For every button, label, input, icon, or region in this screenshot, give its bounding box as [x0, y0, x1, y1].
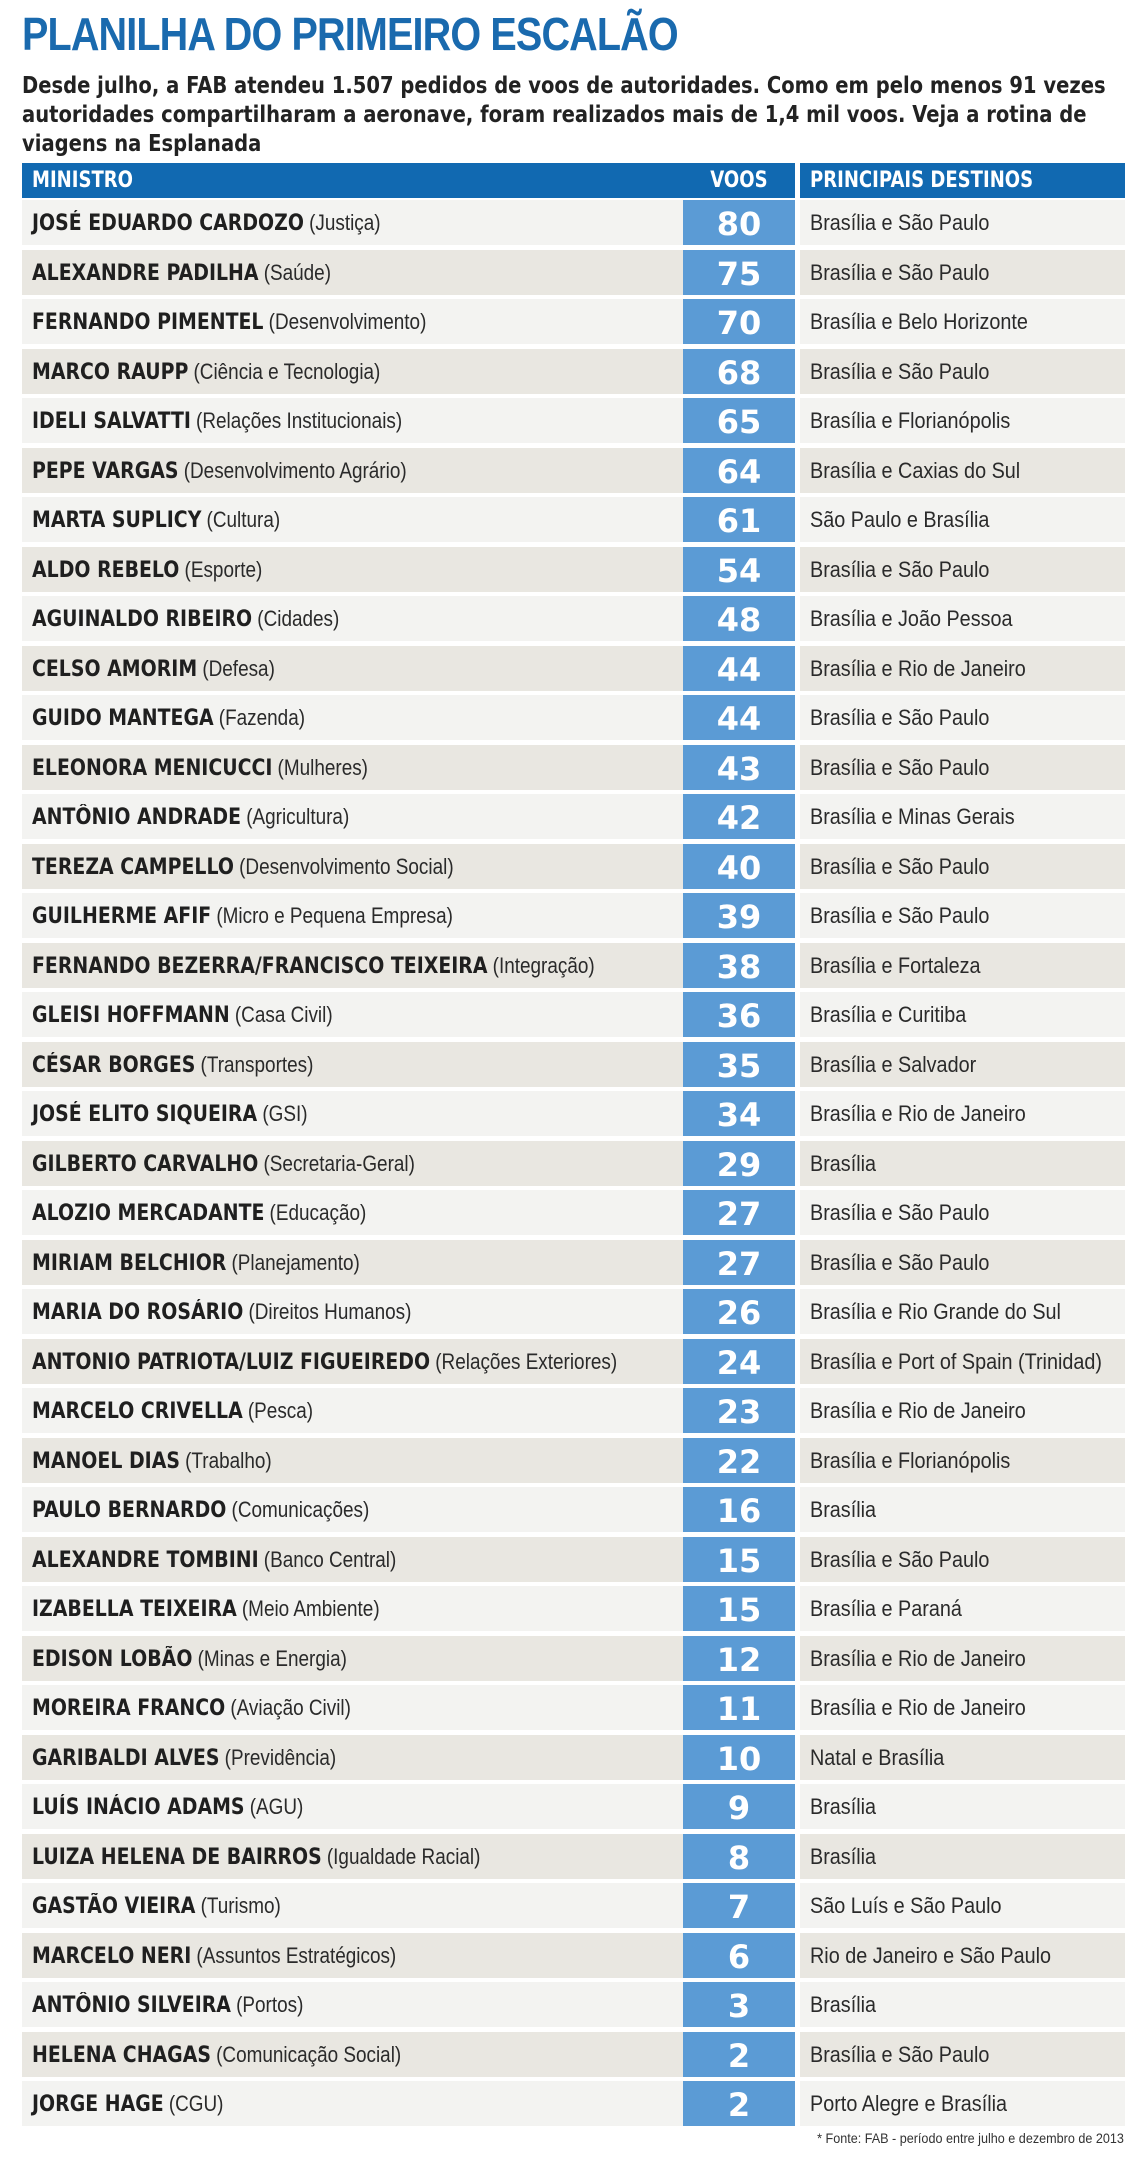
- minister-cell: [22, 547, 689, 592]
- destinations-cell: [800, 1438, 1125, 1483]
- table-row: [22, 1287, 1125, 1337]
- destinations-cell: [800, 1586, 1125, 1631]
- minister-cell: [22, 448, 689, 493]
- flights-count: 40: [683, 844, 795, 889]
- minister-name: ALEXANDRE PADILHA: [32, 260, 259, 286]
- flights-count: 9: [683, 1784, 795, 1829]
- destinations-text: Brasília e Rio de Janeiro: [810, 655, 1026, 681]
- flights-count: 15: [683, 1537, 795, 1582]
- destinations-text: Brasília: [810, 1497, 877, 1522]
- table-row: [22, 248, 1125, 298]
- destinations-cell: [800, 2032, 1125, 2077]
- minister-name: JOSÉ ELITO SIQUEIRA: [32, 1102, 258, 1127]
- ministry-name: (Meio Ambiente): [241, 1596, 380, 1621]
- minister-cell: [22, 1438, 689, 1483]
- ministry-name: (Trabalho): [185, 1447, 272, 1473]
- minister-cell: [22, 1586, 689, 1631]
- minister-cell: [22, 1339, 689, 1384]
- destinations-text: Brasília e São Paulo: [810, 210, 990, 235]
- table-row: [22, 1386, 1125, 1436]
- ministry-name: (Micro e Pequena Empresa): [216, 903, 453, 928]
- destinations-cell: [800, 844, 1125, 889]
- minister-cell: [22, 349, 689, 394]
- minister-cell: [22, 1933, 689, 1978]
- destinations-text: Brasília e Rio de Janeiro: [810, 1645, 1026, 1671]
- destinations-cell: [800, 1735, 1125, 1780]
- table-row: [22, 1337, 1125, 1387]
- destinations-text: Brasília e Florianópolis: [810, 1447, 1011, 1473]
- minister-cell: [22, 1883, 689, 1928]
- flights-count: 70: [683, 299, 795, 344]
- destinations-text: Brasília e João Pessoa: [810, 606, 1013, 631]
- table-row: [22, 2079, 1125, 2129]
- destinations-cell: [800, 943, 1125, 988]
- flights-count: 44: [683, 695, 795, 740]
- flights-count: 48: [683, 596, 795, 641]
- flights-count: 3: [683, 1982, 795, 2027]
- destinations-cell: [800, 1537, 1125, 1582]
- destinations-text: Brasília e Port of Spain (Trinidad): [810, 1348, 1102, 1374]
- destinations-cell: [800, 1042, 1125, 1087]
- ministry-name: (Desenvolvimento Social): [239, 853, 454, 879]
- minister-cell: [22, 250, 689, 295]
- destinations-cell: [800, 448, 1125, 493]
- destinations-text: Brasília e São Paulo: [810, 853, 990, 879]
- destinations-text: Brasília: [810, 1794, 877, 1819]
- flights-count: 2: [683, 2081, 795, 2126]
- table-header: [22, 163, 1125, 198]
- minister-cell: [22, 1042, 689, 1087]
- table-row: [22, 941, 1125, 991]
- destinations-cell: [800, 1883, 1125, 1928]
- destinations-text: Brasília e Rio Grande do Sul: [810, 1299, 1061, 1324]
- destinations-cell: [800, 1636, 1125, 1681]
- destinations-text: Brasília e São Paulo: [810, 705, 990, 730]
- destinations-cell: [800, 646, 1125, 691]
- minister-name: MARCELO NERI: [32, 1943, 192, 1969]
- minister-name: MANOEL DIAS: [32, 1448, 180, 1474]
- flights-count: 61: [683, 497, 795, 542]
- flights-count: 8: [683, 1834, 795, 1879]
- flights-count: 42: [683, 794, 795, 839]
- minister-cell: [22, 893, 689, 938]
- destinations-cell: [800, 745, 1125, 790]
- ministry-name: (Previdência): [224, 1744, 337, 1770]
- ministry-name: (Cultura): [206, 507, 281, 532]
- minister-cell: [22, 844, 689, 889]
- ministry-name: (Turismo): [200, 1893, 281, 1918]
- ministry-name: (Relações Institucionais): [196, 408, 403, 433]
- destinations-text: Natal e Brasília: [810, 1744, 945, 1770]
- ministry-name: (Ciência e Tecnologia): [193, 358, 381, 384]
- ministry-name: (Portos): [236, 1992, 304, 2017]
- destinations-cell: [800, 1141, 1125, 1186]
- table-row: [22, 198, 1125, 248]
- ministry-name: (Saúde): [263, 259, 332, 285]
- minister-name: CELSO AMORIM: [32, 656, 198, 682]
- table-row: [22, 347, 1125, 397]
- minister-name: MARCO RAUPP: [32, 359, 189, 385]
- minister-cell: [22, 1784, 689, 1829]
- minister-cell: [22, 1487, 689, 1532]
- minister-cell: [22, 1141, 689, 1186]
- minister-cell: [22, 398, 689, 443]
- minister-cell: [22, 1240, 689, 1285]
- destinations-text: Brasília e Minas Gerais: [810, 804, 1015, 829]
- minister-name: MOREIRA FRANCO: [32, 1696, 226, 1721]
- table-row: [22, 792, 1125, 842]
- flights-count: 12: [683, 1636, 795, 1681]
- ministry-name: (Relações Exteriores): [435, 1348, 618, 1374]
- minister-name: JOSÉ EDUARDO CARDOZO: [32, 211, 304, 236]
- ministry-name: (GSI): [262, 1101, 308, 1126]
- destinations-text: Brasília: [810, 1150, 877, 1176]
- table-row: [22, 1832, 1125, 1882]
- header-voos: VOOS: [683, 163, 795, 198]
- destinations-text: Brasília e São Paulo: [810, 556, 990, 582]
- flights-count: 54: [683, 547, 795, 592]
- table-row: [22, 990, 1125, 1040]
- ministry-name: (Justiça): [309, 210, 381, 235]
- flights-count: 43: [683, 745, 795, 790]
- destinations-text: Brasília e Salvador: [810, 1051, 977, 1077]
- flights-count: 15: [683, 1586, 795, 1631]
- ministry-name: (Cidades): [257, 606, 340, 631]
- destinations-cell: [800, 596, 1125, 641]
- table-row: [22, 1089, 1125, 1139]
- ministry-name: (Mulheres): [277, 754, 368, 780]
- destinations-text: São Luís e São Paulo: [810, 1893, 1002, 1918]
- minister-name: HELENA CHAGAS: [32, 2042, 211, 2068]
- minister-cell: [22, 1636, 689, 1681]
- minister-name: GILBERTO CARVALHO: [32, 1151, 259, 1177]
- header-destinos: PRINCIPAIS DESTINOS: [800, 163, 1125, 198]
- flights-count: 10: [683, 1735, 795, 1780]
- destinations-text: Brasília e Fortaleza: [810, 952, 981, 978]
- ministry-name: (Agricultura): [246, 804, 350, 829]
- minister-name: GARIBALDI ALVES: [32, 1745, 220, 1771]
- ministry-name: (Comunicação Social): [216, 2041, 402, 2067]
- flights-count: 23: [683, 1388, 795, 1433]
- destinations-cell: [800, 2081, 1125, 2126]
- table-row: [22, 1733, 1125, 1783]
- minister-cell: [22, 1091, 689, 1136]
- table-row: [22, 1881, 1125, 1931]
- table-row: [22, 1535, 1125, 1585]
- destinations-text: Brasília: [810, 1843, 877, 1869]
- table-row: [22, 446, 1125, 496]
- ministry-name: (Fazenda): [218, 705, 306, 730]
- flights-count: 65: [683, 398, 795, 443]
- minister-name: MARIA DO ROSÁRIO: [32, 1300, 244, 1325]
- flights-count: 35: [683, 1042, 795, 1087]
- table-row: [22, 297, 1125, 347]
- minister-name: MARCELO CRIVELLA: [32, 1399, 243, 1424]
- destinations-cell: [800, 1685, 1125, 1730]
- minister-cell: [22, 2081, 689, 2126]
- destinations-cell: [800, 1190, 1125, 1235]
- flights-count: 64: [683, 448, 795, 493]
- destinations-cell: [800, 497, 1125, 542]
- destinations-text: Brasília e Curitiba: [810, 1002, 967, 1027]
- destinations-cell: [800, 1834, 1125, 1879]
- destinations-text: Rio de Janeiro e São Paulo: [810, 1942, 1052, 1968]
- destinations-cell: [800, 398, 1125, 443]
- ministry-name: (Aviação Civil): [230, 1695, 351, 1720]
- minister-name: FERNANDO PIMENTEL: [32, 310, 264, 335]
- table-row: [22, 2030, 1125, 2080]
- minister-cell: [22, 1537, 689, 1582]
- flights-count: 44: [683, 646, 795, 691]
- minister-name: MARTA SUPLICY: [32, 508, 202, 533]
- minister-name: GLEISI HOFFMANN: [32, 1003, 230, 1028]
- destinations-text: Brasília e Rio de Janeiro: [810, 1101, 1026, 1126]
- ministry-name: (Desenvolvimento Agrário): [183, 457, 407, 483]
- flights-count: 68: [683, 349, 795, 394]
- minister-name: PAULO BERNARDO: [32, 1498, 227, 1523]
- ministry-name: (Banco Central): [263, 1546, 397, 1572]
- minister-name: ANTONIO PATRIOTA/LUIZ FIGUEIREDO: [32, 1349, 431, 1375]
- flights-count: 75: [683, 250, 795, 295]
- destinations-cell: [800, 1933, 1125, 1978]
- table-row: [22, 1683, 1125, 1733]
- destinations-text: Porto Alegre e Brasília: [810, 2091, 1008, 2116]
- destinations-text: Brasília e São Paulo: [810, 1200, 990, 1225]
- destinations-text: Brasília e São Paulo: [810, 1546, 990, 1572]
- destinations-cell: [800, 547, 1125, 592]
- destinations-cell: [800, 992, 1125, 1037]
- ministry-name: (Minas e Energia): [197, 1645, 347, 1671]
- ministry-name: (Direitos Humanos): [248, 1299, 412, 1324]
- table-row: [22, 693, 1125, 743]
- ministry-name: (Pesca): [247, 1398, 314, 1423]
- minister-name: LUIZA HELENA DE BAIRROS: [32, 1844, 322, 1870]
- table-row: [22, 1238, 1125, 1288]
- ministry-name: (Casa Civil): [234, 1002, 333, 1027]
- minister-name: TEREZA CAMPELLO: [32, 854, 234, 880]
- minister-cell: [22, 794, 689, 839]
- table-row: [22, 1782, 1125, 1832]
- flights-count: 26: [683, 1289, 795, 1334]
- ministry-name: (Integração): [492, 952, 595, 978]
- destinations-cell: [800, 1388, 1125, 1433]
- ministry-name: (Educação): [269, 1200, 367, 1225]
- table-row: [22, 842, 1125, 892]
- minister-cell: [22, 200, 689, 245]
- minister-name: IZABELLA TEIXEIRA: [32, 1597, 237, 1622]
- minister-name: ALDO REBELO: [32, 557, 180, 583]
- destinations-text: São Paulo e Brasília: [810, 507, 990, 532]
- flights-count: 7: [683, 1883, 795, 1928]
- destinations-text: Brasília e Belo Horizonte: [810, 309, 1028, 334]
- minister-cell: [22, 497, 689, 542]
- destinations-cell: [800, 893, 1125, 938]
- destinations-cell: [800, 299, 1125, 344]
- subtitle: Desde julho, a FAB atendeu 1.507 pedidos de voos de autoridades. Como em pelo menos 91 vezes autoridades compartilharam a aeronave, foram realizados mais de 1,4 mil voos. Veja a rotina de viagens na Esplanada: [22, 73, 1106, 157]
- table-row: [22, 1931, 1125, 1981]
- destinations-cell: [800, 250, 1125, 295]
- minister-cell: [22, 1834, 689, 1879]
- flights-count: 2: [683, 2032, 795, 2077]
- flights-count: 80: [683, 200, 795, 245]
- flights-count: 34: [683, 1091, 795, 1136]
- destinations-cell: [800, 1289, 1125, 1334]
- destinations-text: Brasília e São Paulo: [810, 1249, 990, 1275]
- destinations-text: Brasília: [810, 1992, 877, 2017]
- flights-count: 29: [683, 1141, 795, 1186]
- table-row: [22, 1436, 1125, 1486]
- minister-name: GUIDO MANTEGA: [32, 706, 214, 731]
- flights-count: 24: [683, 1339, 795, 1384]
- minister-name: ANTÔNIO ANDRADE: [32, 805, 242, 830]
- minister-cell: [22, 1289, 689, 1334]
- flights-count: 27: [683, 1190, 795, 1235]
- ministry-name: (AGU): [249, 1794, 304, 1819]
- destinations-text: Brasília e Caxias do Sul: [810, 457, 1021, 483]
- table-row: [22, 1188, 1125, 1238]
- ministry-name: (Igualdade Racial): [326, 1843, 481, 1869]
- destinations-cell: [800, 695, 1125, 740]
- ministry-name: (Defesa): [202, 655, 275, 681]
- destinations-text: Brasília e Florianópolis: [810, 408, 1011, 433]
- destinations-cell: [800, 349, 1125, 394]
- minister-cell: [22, 695, 689, 740]
- minister-name: ELEONORA MENICUCCI: [32, 755, 273, 781]
- destinations-text: Brasília e Paraná: [810, 1596, 962, 1621]
- minister-name: PEPE VARGAS: [32, 458, 179, 484]
- destinations-cell: [800, 200, 1125, 245]
- table-row: [22, 891, 1125, 941]
- flights-table: [22, 163, 1125, 2129]
- table-row: [22, 1634, 1125, 1684]
- minister-name: ALEXANDRE TOMBINI: [32, 1547, 259, 1573]
- table-row: [22, 1584, 1125, 1634]
- table-body: [22, 198, 1125, 2129]
- destinations-cell: [800, 1784, 1125, 1829]
- page-title: PLANILHA DO PRIMEIRO ESCALÃO: [22, 8, 678, 60]
- flights-count: 27: [683, 1240, 795, 1285]
- minister-cell: [22, 992, 689, 1037]
- destinations-text: Brasília e São Paulo: [810, 2041, 990, 2067]
- minister-cell: [22, 1735, 689, 1780]
- minister-cell: [22, 1982, 689, 2027]
- flights-count: 6: [683, 1933, 795, 1978]
- destinations-text: Brasília e São Paulo: [810, 754, 990, 780]
- minister-name: CÉSAR BORGES: [32, 1052, 196, 1078]
- destinations-cell: [800, 1339, 1125, 1384]
- ministry-name: (Comunicações): [231, 1497, 370, 1522]
- table-row: [22, 1485, 1125, 1535]
- destinations-text: Brasília e Rio de Janeiro: [810, 1695, 1026, 1720]
- minister-cell: [22, 943, 689, 988]
- table-row: [22, 1040, 1125, 1090]
- ministry-name: (Planejamento): [231, 1249, 360, 1275]
- destinations-text: Brasília e São Paulo: [810, 259, 990, 285]
- destinations-cell: [800, 794, 1125, 839]
- flights-count: 39: [683, 893, 795, 938]
- minister-name: GUILHERME AFIF: [32, 904, 212, 929]
- ministry-name: (Desenvolvimento): [268, 309, 427, 334]
- flights-count: 36: [683, 992, 795, 1037]
- minister-name: FERNANDO BEZERRA/FRANCISCO TEIXEIRA: [32, 953, 488, 979]
- minister-name: EDISON LOBÃO: [32, 1646, 193, 1672]
- minister-name: ALOZIO MERCADANTE: [32, 1201, 265, 1226]
- table-row: [22, 743, 1125, 793]
- flights-count: 16: [683, 1487, 795, 1532]
- destinations-cell: [800, 1487, 1125, 1532]
- table-row: [22, 396, 1125, 446]
- minister-cell: [22, 745, 689, 790]
- flights-count: 38: [683, 943, 795, 988]
- minister-cell: [22, 1388, 689, 1433]
- destinations-cell: [800, 1091, 1125, 1136]
- minister-cell: [22, 1685, 689, 1730]
- table-row: [22, 495, 1125, 545]
- ministry-name: (Secretaria-Geral): [263, 1150, 415, 1176]
- table-row: [22, 1139, 1125, 1189]
- source-note: * Fonte: FAB - período entre julho e dezembro de 2013: [817, 2130, 1124, 2146]
- destinations-cell: [800, 1982, 1125, 2027]
- minister-name: AGUINALDO RIBEIRO: [32, 607, 253, 632]
- flights-count: 11: [683, 1685, 795, 1730]
- minister-cell: [22, 596, 689, 641]
- minister-cell: [22, 646, 689, 691]
- minister-cell: [22, 2032, 689, 2077]
- ministry-name: (Esporte): [184, 556, 263, 582]
- table-row: [22, 594, 1125, 644]
- table-row: [22, 545, 1125, 595]
- minister-name: LUÍS INÁCIO ADAMS: [32, 1795, 245, 1820]
- minister-name: GASTÃO VIEIRA: [32, 1894, 196, 1919]
- destinations-text: Brasília e São Paulo: [810, 358, 990, 384]
- ministry-name: (CGU): [168, 2091, 224, 2116]
- ministry-name: (Assuntos Estratégicos): [196, 1942, 397, 1968]
- minister-cell: [22, 1190, 689, 1235]
- destinations-text: Brasília e Rio de Janeiro: [810, 1398, 1026, 1423]
- table-row: [22, 644, 1125, 694]
- table-row: [22, 1980, 1125, 2030]
- minister-name: MIRIAM BELCHIOR: [32, 1250, 227, 1276]
- destinations-cell: [800, 1240, 1125, 1285]
- minister-name: JORGE HAGE: [32, 2092, 164, 2117]
- flights-count: 22: [683, 1438, 795, 1483]
- minister-cell: [22, 299, 689, 344]
- header-ministro: MINISTRO: [22, 163, 689, 198]
- minister-name: IDELI SALVATTI: [32, 409, 191, 434]
- minister-name: ANTÔNIO SILVEIRA: [32, 1993, 231, 2018]
- destinations-text: Brasília e São Paulo: [810, 903, 990, 928]
- ministry-name: (Transportes): [200, 1051, 314, 1077]
